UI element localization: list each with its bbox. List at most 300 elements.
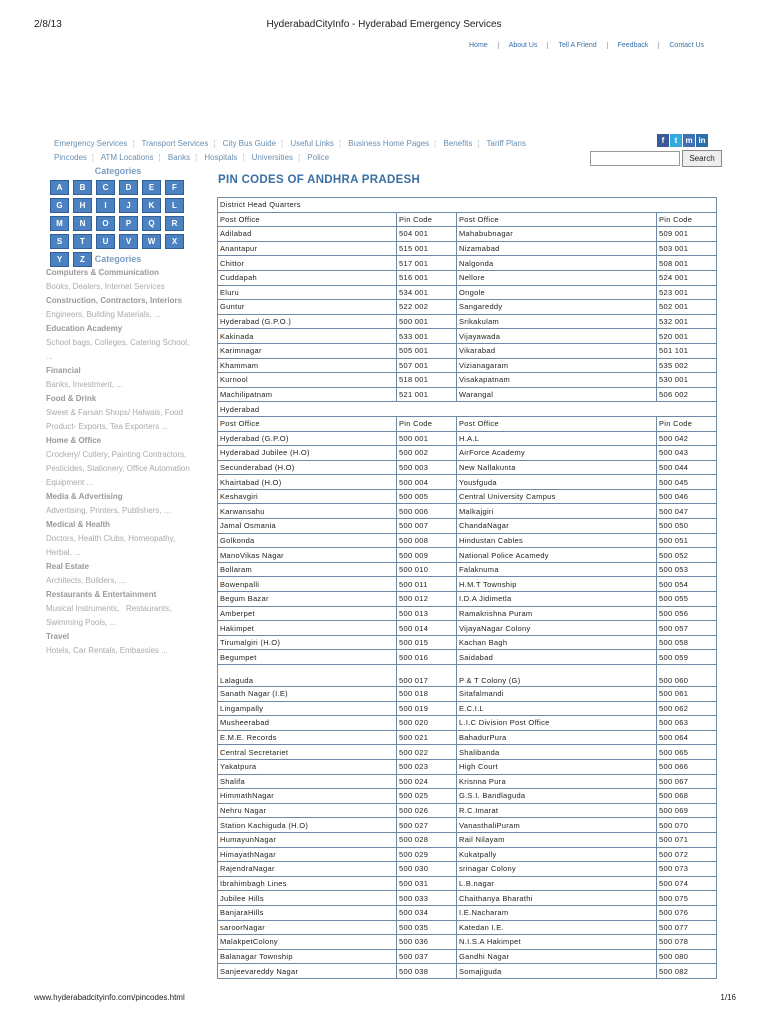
- post-office-cell: N.I.S.A Hakimpet: [457, 935, 657, 950]
- nav-hospitals-link[interactable]: Hospitals: [204, 153, 238, 162]
- nav-pincodes-link[interactable]: Pincodes: [54, 153, 87, 162]
- pin-code-cell: 500 012: [397, 592, 457, 607]
- pin-code-cell: 500 056: [657, 606, 717, 621]
- pin-code-cell: 500 016: [397, 650, 457, 665]
- category-subitems[interactable]: Books, Dealers, Internet Services: [46, 282, 165, 291]
- table-row: [218, 358, 717, 373]
- category-heading[interactable]: Construction, Contractors, Interiors: [46, 296, 183, 305]
- pin-code-cell: 517 001: [397, 256, 457, 271]
- table-row: [218, 343, 717, 358]
- pin-code-cell: Pin Code: [657, 212, 717, 227]
- pin-code-cell: 500 042: [657, 431, 717, 446]
- category-subitems[interactable]: School bags, Colleges, Catering School, ...: [46, 338, 190, 361]
- post-office-cell: Post Office: [218, 212, 397, 227]
- post-office-cell: Nellore: [457, 270, 657, 285]
- pin-code-cell: 500 031: [397, 876, 457, 891]
- post-office-cell: E.C.I.L: [457, 701, 657, 716]
- letter-i-button[interactable]: I: [96, 198, 115, 213]
- post-office-cell: Nalgonda: [457, 256, 657, 271]
- table-row: [218, 270, 717, 285]
- pin-code-cell: 500 067: [657, 774, 717, 789]
- post-office-cell: Malkajgiri: [457, 504, 657, 519]
- table-row: [218, 949, 717, 964]
- table-row: [218, 687, 717, 702]
- post-office-cell: Machilipatnam: [218, 387, 397, 402]
- category-heading[interactable]: Real Estate: [46, 562, 90, 571]
- letter-l-button[interactable]: L: [165, 198, 184, 213]
- post-office-cell: Khammam: [218, 358, 397, 373]
- table-row: [218, 730, 717, 745]
- post-office-cell: Nehru Nagar: [218, 803, 397, 818]
- pin-code-cell: 507 001: [397, 358, 457, 373]
- post-office-cell: Eluru: [218, 285, 397, 300]
- table-row: [218, 489, 717, 504]
- social-icons: [657, 134, 708, 147]
- pin-code-cell: 500 024: [397, 774, 457, 789]
- post-office-cell: Nizamabad: [457, 241, 657, 256]
- nav-home-link[interactable]: Home: [469, 42, 488, 49]
- post-office-cell: Bollaram: [218, 562, 397, 577]
- post-office-cell: Ibrahimbagh Lines: [218, 876, 397, 891]
- post-office-cell: HumayunNagar: [218, 832, 397, 847]
- post-office-cell: MalakpetColony: [218, 935, 397, 950]
- table-row: [218, 774, 717, 789]
- category-heading[interactable]: Computers & Communication: [46, 268, 159, 277]
- pin-code-cell: 500 036: [397, 935, 457, 950]
- nav-business-link[interactable]: Business Home Pages: [348, 139, 430, 148]
- pin-code-cell: 534 001: [397, 285, 457, 300]
- post-office-cell: Amberpet: [218, 606, 397, 621]
- post-office-cell: Keshavgiri: [218, 489, 397, 504]
- pin-code-cell: 500 070: [657, 818, 717, 833]
- table-row: [218, 862, 717, 877]
- myspace-icon[interactable]: m: [683, 134, 695, 147]
- pin-code-cell: 500 030: [397, 862, 457, 877]
- pin-code-cell: 500 055: [657, 592, 717, 607]
- post-office-cell: ChandaNagar: [457, 519, 657, 534]
- post-office-cell: Saidabad: [457, 650, 657, 665]
- section-heading-cell: Hyderabad: [218, 402, 717, 417]
- letter-v-button[interactable]: V: [119, 234, 138, 249]
- post-office-cell: New Nallakunta: [457, 460, 657, 475]
- pin-code-cell: 500 001: [397, 431, 457, 446]
- letter-w-button[interactable]: W: [142, 234, 161, 249]
- post-office-cell: AirForce Academy: [457, 446, 657, 461]
- post-office-cell: Jubilee Hills: [218, 891, 397, 906]
- pin-code-cell: 506 002: [657, 387, 717, 402]
- pin-code-cell: 500 006: [397, 504, 457, 519]
- pin-code-cell: 500 044: [657, 460, 717, 475]
- post-office-cell: Post Office: [457, 212, 657, 227]
- table-row: [218, 891, 717, 906]
- nav-tell-friend-link[interactable]: Tell A Friend: [547, 42, 606, 49]
- pin-code-cell: 500 013: [397, 606, 457, 621]
- category-subitems[interactable]: Architects, Builders, ...: [46, 576, 126, 585]
- table-row: [218, 745, 717, 760]
- post-office-cell: Jamal Osmania: [218, 519, 397, 534]
- nav-contact-link[interactable]: Contact Us: [658, 42, 714, 49]
- post-office-cell: RajendraNagar: [218, 862, 397, 877]
- pin-code-cell: 523 001: [657, 285, 717, 300]
- nav-banks-link[interactable]: Banks: [167, 153, 191, 162]
- post-office-cell: saroorNagar: [218, 920, 397, 935]
- pin-code-cell: 500 027: [397, 818, 457, 833]
- twitter-icon[interactable]: t: [670, 134, 682, 147]
- table-section-row: [218, 198, 717, 213]
- category-heading[interactable]: Education Academy: [46, 324, 123, 333]
- letter-a-button[interactable]: A: [50, 180, 69, 195]
- pin-code-cell: 500 038: [397, 964, 457, 979]
- pin-code-cell: 500 054: [657, 577, 717, 592]
- facebook-icon[interactable]: f: [657, 134, 669, 147]
- table-row: [218, 876, 717, 891]
- post-office-cell: Vizianagaram: [457, 358, 657, 373]
- category-subitems[interactable]: Engineers, Building Materials, ...: [46, 310, 161, 319]
- main-nav-row-2: Pincodes ¦ ATM Locations ¦ Banks ¦ Hospitals ¦ Universities ¦ Police: [54, 153, 330, 162]
- pin-code-cell: 500 002: [397, 446, 457, 461]
- post-office-cell: I.D.A Jidimetla: [457, 592, 657, 607]
- post-office-cell: H.M.T Township: [457, 577, 657, 592]
- post-office-cell: Vijayawada: [457, 329, 657, 344]
- pin-code-cell: 516 001: [397, 270, 457, 285]
- pin-code-cell: 500 080: [657, 949, 717, 964]
- post-office-cell: Srikakulam: [457, 314, 657, 329]
- post-office-cell: Secunderabad (H.O): [218, 460, 397, 475]
- pin-code-cell: 524 001: [657, 270, 717, 285]
- page-title: PIN CODES OF ANDHRA PRADESH: [218, 174, 421, 186]
- post-office-cell: Station Kachiguda (H.O): [218, 818, 397, 833]
- nav-atm-link[interactable]: ATM Locations: [100, 153, 154, 162]
- category-subitems[interactable]: Advertising, Printers, Publishers, ...: [46, 506, 171, 515]
- pin-code-cell: 530 001: [657, 373, 717, 388]
- categories-heading: Categories: [94, 254, 142, 264]
- nav-police-link[interactable]: Police: [307, 153, 330, 162]
- letter-u-button[interactable]: U: [96, 234, 115, 249]
- pin-code-cell: 500 026: [397, 803, 457, 818]
- post-office-cell: Sanjeevareddy Nagar: [218, 964, 397, 979]
- pin-code-cell: 500 053: [657, 562, 717, 577]
- pin-code-cell: 500 075: [657, 891, 717, 906]
- pin-code-cell: 522 002: [397, 300, 457, 315]
- pin-code-cell: 500 059: [657, 650, 717, 665]
- category-subitems[interactable]: Musical Instruments, Restaurants, Swimming Pools, ...: [46, 604, 172, 627]
- pin-code-cell: 500 066: [657, 759, 717, 774]
- category-heading[interactable]: Travel: [46, 632, 70, 641]
- pin-code-cell: 500 072: [657, 847, 717, 862]
- letter-x-button[interactable]: X: [165, 234, 184, 249]
- post-office-cell: ManoVikas Nagar: [218, 548, 397, 563]
- pin-code-cell: 500 009: [397, 548, 457, 563]
- table-row: [218, 387, 717, 402]
- letter-o-button[interactable]: O: [96, 216, 115, 231]
- table-row: [218, 460, 717, 475]
- post-office-cell: Hindustan Cables: [457, 533, 657, 548]
- table-row: [218, 818, 717, 833]
- letter-j-button[interactable]: J: [119, 198, 138, 213]
- table-row: [218, 300, 717, 315]
- pin-code-cell: 500 082: [657, 964, 717, 979]
- pin-code-cell: 500 045: [657, 475, 717, 490]
- nav-bus-guide-link[interactable]: City Bus Guide: [222, 139, 277, 148]
- nav-emergency-link[interactable]: Emergency Services: [54, 139, 128, 148]
- pin-code-cell: 500 004: [397, 475, 457, 490]
- letter-k-button[interactable]: K: [142, 198, 161, 213]
- category-heading[interactable]: Medical & Health: [46, 520, 111, 529]
- footer-url: www.hyderabadcityinfo.com/pincodes.html: [34, 993, 185, 1002]
- table-row: [218, 650, 717, 665]
- post-office-cell: National Police Acamedy: [457, 548, 657, 563]
- letter-t-button[interactable]: T: [73, 234, 92, 249]
- post-office-cell: Adilabad: [218, 227, 397, 242]
- pin-code-cell: 504 001: [397, 227, 457, 242]
- post-office-cell: Chaithanya Bharathi: [457, 891, 657, 906]
- category-heading[interactable]: Media & Advertising: [46, 492, 123, 501]
- post-office-cell: Begumpet: [218, 650, 397, 665]
- category-heading[interactable]: Food & Drink: [46, 394, 97, 403]
- category-subitems[interactable]: Sweet & Farsan Shops/ Halwais, Food Product- Exports, Tea Exporters ...: [46, 408, 183, 431]
- table-row: [218, 759, 717, 774]
- pin-code-cell: 500 073: [657, 862, 717, 877]
- pin-code-cell: 515 001: [397, 241, 457, 256]
- categories-heading-top: Categories: [94, 166, 142, 176]
- table-row: [218, 329, 717, 344]
- table-row: [218, 716, 717, 731]
- pin-code-cell: 500 015: [397, 635, 457, 650]
- pin-code-cell: Pin Code: [397, 416, 457, 431]
- pin-code-cell: 500 058: [657, 635, 717, 650]
- pin-code-cell: 500 010: [397, 562, 457, 577]
- post-office-cell: H.A.L: [457, 431, 657, 446]
- letter-n-button[interactable]: N: [73, 216, 92, 231]
- post-office-cell: VijayaNagar Colony: [457, 621, 657, 636]
- pin-code-cell: 500 061: [657, 687, 717, 702]
- table-row: [218, 256, 717, 271]
- post-office-cell: BahadurPura: [457, 730, 657, 745]
- post-office-cell: Karimnagar: [218, 343, 397, 358]
- pin-code-cell: 521 001: [397, 387, 457, 402]
- pin-code-cell: 500 033: [397, 891, 457, 906]
- table-row: [218, 504, 717, 519]
- letter-r-button[interactable]: R: [165, 216, 184, 231]
- main-nav-row-1: Emergency Services ¦ Transport Services ¦ City Bus Guide ¦ Useful Links ¦ Business Home Pages ¦ Benefits ¦ Tariff Plans: [54, 139, 526, 148]
- nav-universities-link[interactable]: Universities: [251, 153, 293, 162]
- search-button[interactable]: Search: [682, 150, 722, 167]
- post-office-cell: Kakinada: [218, 329, 397, 344]
- post-office-cell: L.I.C Division Post Office: [457, 716, 657, 731]
- pin-code-cell: 532 001: [657, 314, 717, 329]
- letter-b-button[interactable]: B: [73, 180, 92, 195]
- top-navigation: [459, 42, 714, 49]
- pin-code-cell: 500 060: [657, 665, 717, 687]
- category-heading[interactable]: Restaurants & Entertainment: [46, 590, 157, 599]
- section-heading-cell: District Head Quarters: [218, 198, 717, 213]
- table-row: [218, 577, 717, 592]
- table-section-row: [218, 402, 717, 417]
- table-row: [218, 964, 717, 979]
- post-office-cell: Central Secretariet: [218, 745, 397, 760]
- pin-code-cell: 500 063: [657, 716, 717, 731]
- pin-code-cell: 500 005: [397, 489, 457, 504]
- pin-code-cell: 500 034: [397, 905, 457, 920]
- post-office-cell: Shalibanda: [457, 745, 657, 760]
- category-subitems[interactable]: Banks, Investment, ...: [46, 380, 123, 389]
- post-office-cell: P & T Colony (G): [457, 665, 657, 687]
- post-office-cell: I.E.Nacharam: [457, 905, 657, 920]
- page-header-title: HyderabadCityInfo - Hyderabad Emergency Services: [266, 19, 502, 30]
- pin-code-cell: 500 051: [657, 533, 717, 548]
- post-office-cell: Yakatpura: [218, 759, 397, 774]
- pin-code-cell: 500 003: [397, 460, 457, 475]
- nav-transport-link[interactable]: Transport Services: [141, 139, 209, 148]
- pin-code-cell: 500 062: [657, 701, 717, 716]
- pin-code-cell: 500 025: [397, 789, 457, 804]
- category-subitems[interactable]: Hotels, Car Rentals, Embassies ...: [46, 646, 168, 655]
- letter-d-button[interactable]: D: [119, 180, 138, 195]
- pin-code-cell: 500 071: [657, 832, 717, 847]
- post-office-cell: Hyderabad (G.P.O): [218, 431, 397, 446]
- pin-code-cell: 500 047: [657, 504, 717, 519]
- post-office-cell: Sanath Nagar (I.E): [218, 687, 397, 702]
- table-row: [218, 832, 717, 847]
- table-row: [218, 635, 717, 650]
- letter-f-button[interactable]: F: [165, 180, 184, 195]
- nav-feedback-link[interactable]: Feedback: [607, 42, 659, 49]
- pin-code-cell: 500 035: [397, 920, 457, 935]
- post-office-cell: Post Office: [218, 416, 397, 431]
- category-subitems[interactable]: Doctors, Health Clubs, Homeopathy, Herbal, ...: [46, 534, 176, 557]
- post-office-cell: Shalifa: [218, 774, 397, 789]
- letter-e-button[interactable]: E: [142, 180, 161, 195]
- pin-code-cell: 500 077: [657, 920, 717, 935]
- post-office-cell: Begum Bazar: [218, 592, 397, 607]
- pin-code-cell: 533 001: [397, 329, 457, 344]
- post-office-cell: Hyderabad Jubilee (H.O): [218, 446, 397, 461]
- category-list: [46, 266, 196, 658]
- pin-code-cell: 500 007: [397, 519, 457, 534]
- post-office-cell: Somajiguda: [457, 964, 657, 979]
- post-office-cell: Lalaguda: [218, 665, 397, 687]
- post-office-cell: Visakapatnam: [457, 373, 657, 388]
- pin-code-cell: 500 028: [397, 832, 457, 847]
- table-row: [218, 548, 717, 563]
- post-office-cell: Balanagar Township: [218, 949, 397, 964]
- post-office-cell: Tirumalgiri (H.O): [218, 635, 397, 650]
- post-office-cell: Krisnna Pura: [457, 774, 657, 789]
- letter-g-button[interactable]: G: [50, 198, 69, 213]
- letter-h-button[interactable]: H: [73, 198, 92, 213]
- category-heading[interactable]: Financial: [46, 366, 81, 375]
- pin-code-cell: 500 008: [397, 533, 457, 548]
- nav-benefits-link[interactable]: Benefits: [443, 139, 473, 148]
- pin-code-cell: 500 022: [397, 745, 457, 760]
- pin-code-cell: 500 076: [657, 905, 717, 920]
- pin-code-cell: 500 050: [657, 519, 717, 534]
- nav-useful-links-link[interactable]: Useful Links: [290, 139, 334, 148]
- post-office-cell: Hakimpet: [218, 621, 397, 636]
- pin-code-cell: 502 001: [657, 300, 717, 315]
- post-office-cell: Karwansahu: [218, 504, 397, 519]
- pin-code-cell: 500 078: [657, 935, 717, 950]
- pin-code-cell: 505 001: [397, 343, 457, 358]
- letter-c-button[interactable]: C: [96, 180, 115, 195]
- post-office-cell: Mahabubnagar: [457, 227, 657, 242]
- table-row: [218, 665, 717, 687]
- table-row: [218, 562, 717, 577]
- letter-p-button[interactable]: P: [119, 216, 138, 231]
- pin-code-cell: 500 014: [397, 621, 457, 636]
- letter-m-button[interactable]: M: [50, 216, 69, 231]
- table-row: [218, 920, 717, 935]
- footer-page-number: 1/16: [720, 993, 736, 1002]
- post-office-cell: Ramakrishna Puram: [457, 606, 657, 621]
- pin-code-cell: 500 001: [397, 314, 457, 329]
- post-office-cell: Golkonda: [218, 533, 397, 548]
- post-office-cell: G.S.I. Bandlaguda: [457, 789, 657, 804]
- post-office-cell: BanjaraHills: [218, 905, 397, 920]
- pin-code-cell: 535 002: [657, 358, 717, 373]
- pin-code-table: [217, 197, 717, 979]
- letter-z-button[interactable]: Z: [73, 252, 92, 267]
- pin-code-cell: 518 001: [397, 373, 457, 388]
- letter-y-button[interactable]: Y: [50, 252, 69, 267]
- post-office-cell: Vikarabad: [457, 343, 657, 358]
- table-row: [218, 803, 717, 818]
- post-office-cell: L.B.nagar: [457, 876, 657, 891]
- pin-code-cell: 500 065: [657, 745, 717, 760]
- pin-code-cell: 500 069: [657, 803, 717, 818]
- table-row: [218, 519, 717, 534]
- table-row: [218, 701, 717, 716]
- post-office-cell: Cuddapah: [218, 270, 397, 285]
- pin-code-cell: 500 029: [397, 847, 457, 862]
- pin-code-cell: 500 023: [397, 759, 457, 774]
- post-office-cell: Yousfguda: [457, 475, 657, 490]
- letter-q-button[interactable]: Q: [142, 216, 161, 231]
- pin-code-cell: Pin Code: [397, 212, 457, 227]
- post-office-cell: Lingampally: [218, 701, 397, 716]
- pin-code-cell: 500 043: [657, 446, 717, 461]
- nav-tariff-link[interactable]: Tariff Plans: [486, 139, 526, 148]
- table-row: [218, 621, 717, 636]
- post-office-cell: High Court: [457, 759, 657, 774]
- table-row: [218, 789, 717, 804]
- pin-code-cell: 520 001: [657, 329, 717, 344]
- pin-code-cell: 500 037: [397, 949, 457, 964]
- post-office-cell: Warangal: [457, 387, 657, 402]
- post-office-cell: Bowenpalli: [218, 577, 397, 592]
- table-row: [218, 227, 717, 242]
- table-row: [218, 606, 717, 621]
- nav-about-link[interactable]: About Us: [498, 42, 548, 49]
- category-heading[interactable]: Home & Office: [46, 436, 102, 445]
- pin-code-cell: 500 020: [397, 716, 457, 731]
- pin-code-cell: 500 064: [657, 730, 717, 745]
- pin-code-cell: 500 068: [657, 789, 717, 804]
- table-row: [218, 905, 717, 920]
- pin-code-cell: 503 001: [657, 241, 717, 256]
- post-office-cell: Katedan I.E.: [457, 920, 657, 935]
- post-office-cell: srinagar Colony: [457, 862, 657, 877]
- pin-code-cell: 500 019: [397, 701, 457, 716]
- letter-s-button[interactable]: S: [50, 234, 69, 249]
- post-office-cell: HimayathNagar: [218, 847, 397, 862]
- pin-code-cell: 508 001: [657, 256, 717, 271]
- table-row: [218, 416, 717, 431]
- linkedin-icon[interactable]: in: [696, 134, 708, 147]
- category-subitems[interactable]: Crockery/ Cutlery, Painting Contractors, Pesticides, Stationery, Office Automation Equipment ...: [46, 450, 190, 487]
- search-input[interactable]: [590, 151, 680, 166]
- main-navigation: [54, 137, 654, 165]
